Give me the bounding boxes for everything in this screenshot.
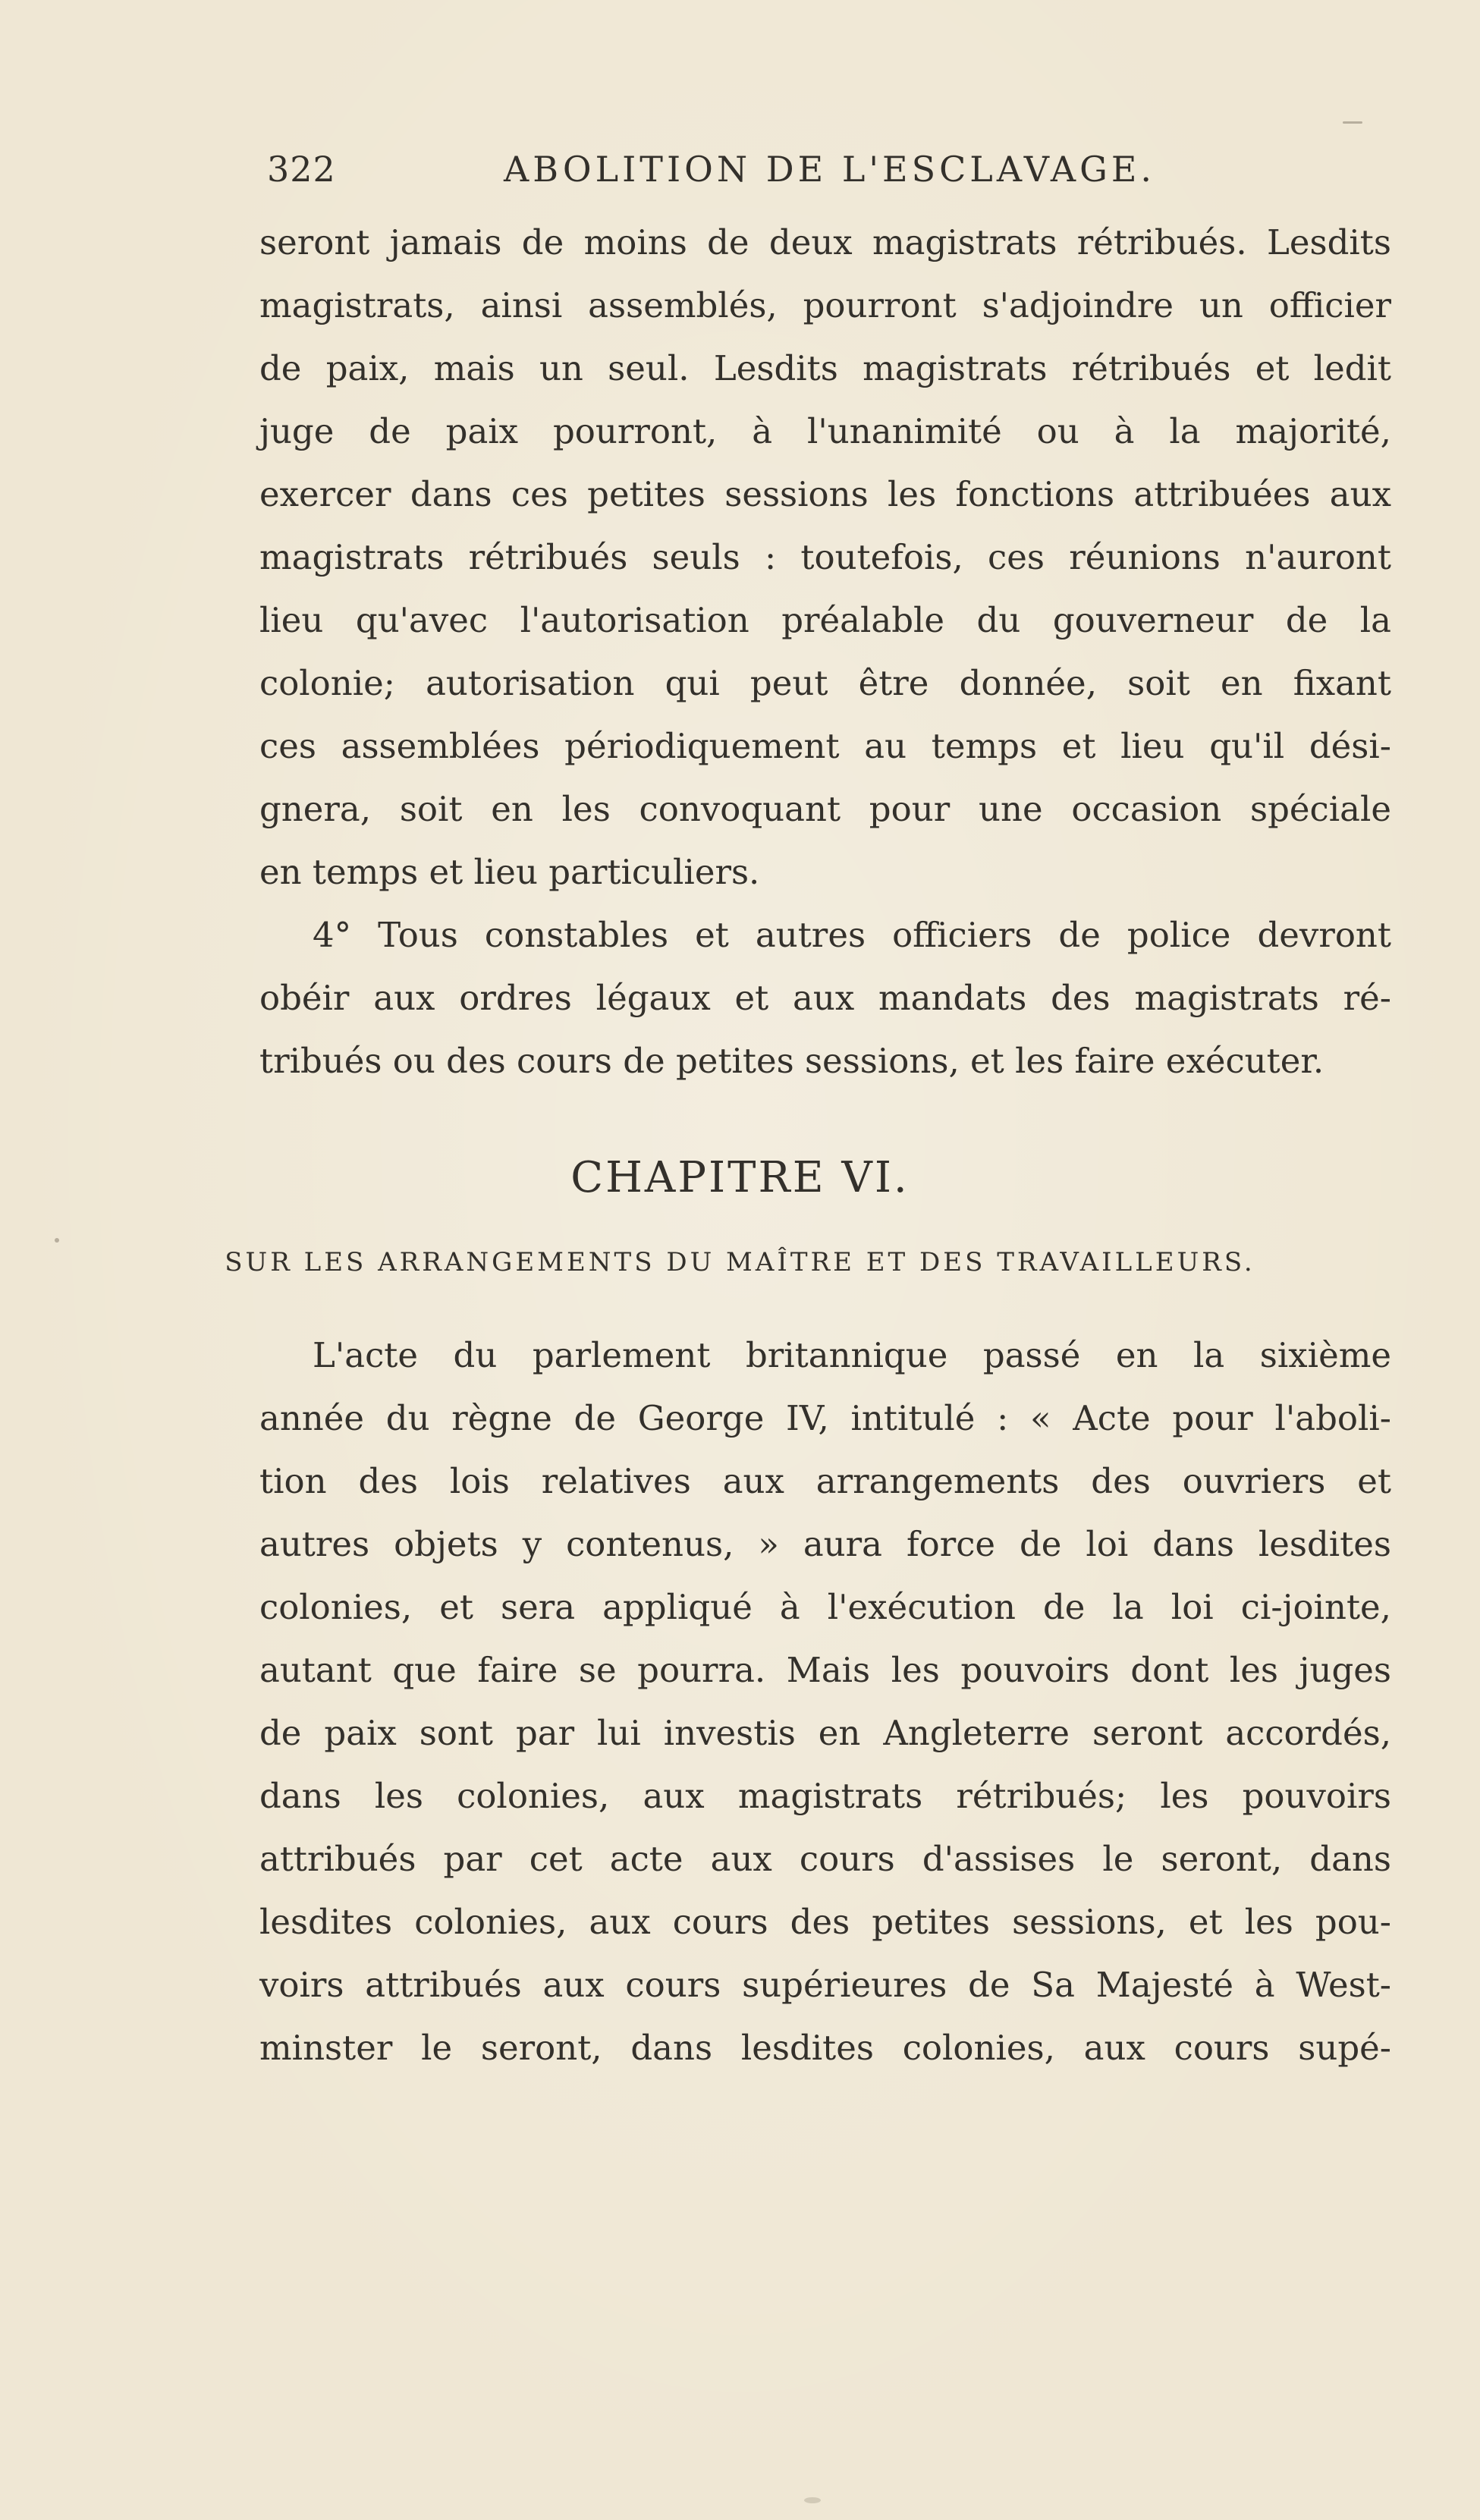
body-text-bottom — [259, 1324, 1391, 2079]
text-line: magistrats rétribués seuls : toutefois, ces réunions n'auront — [259, 537, 1391, 577]
text-line: colonie; autorisation qui peut être donnée, soit en fixant — [259, 663, 1391, 703]
chapter-subtitle: SUR LES ARRANGEMENTS DU MAÎTRE ET DES TRAVAILLEURS. — [225, 1247, 1255, 1277]
text-line: de paix, mais un seul. Lesdits magistrats rétribués et ledit — [259, 348, 1391, 388]
text-line: 4° Tous constables et autres officiers de police devront — [313, 915, 1391, 955]
running-header — [267, 149, 1223, 194]
text-line: juge de paix pourront, à l'unanimité ou à la majorité, — [259, 411, 1391, 451]
text-line: tribués ou des cours de petites sessions, et les faire exécuter. — [259, 1041, 1324, 1081]
paper-speck — [804, 2497, 821, 2503]
text-line: magistrats, ainsi assemblés, pourront s'adjoindre un officier — [259, 285, 1391, 325]
text-line: de paix sont par lui investis en Angleterre seront accordés, — [259, 1713, 1391, 1753]
text-line: ces assemblées périodiquement au temps et lieu qu'il dési- — [259, 726, 1391, 766]
text-line: obéir aux ordres légaux et aux mandats des magistrats ré- — [259, 978, 1391, 1018]
text-line: tion des lois relatives aux arrangements des ouvriers et — [259, 1461, 1391, 1501]
paper-speck — [1343, 121, 1362, 124]
text-line: voirs attribués aux cours supérieures de Sa Majesté à West- — [259, 1965, 1391, 2005]
text-line: attribués par cet acte aux cours d'assises le seront, dans — [259, 1839, 1391, 1879]
text-line: année du règne de George IV, intitulé : « Acte pour l'aboli- — [259, 1398, 1391, 1438]
chapter-title: CHAPITRE VI. — [570, 1153, 910, 1202]
text-line: autant que faire se pourra. Mais les pouvoirs dont les juges — [259, 1650, 1391, 1690]
text-line: autres objets y contenus, » aura force de loi dans lesdites — [259, 1524, 1391, 1564]
page-number: 322 — [267, 149, 336, 190]
paper-speck — [55, 1238, 59, 1243]
text-line: en temps et lieu particuliers. — [259, 852, 760, 892]
text-line: colonies, et sera appliqué à l'exécution de la loi ci-jointe, — [259, 1587, 1391, 1627]
text-line: exercer dans ces petites sessions les fonctions attribuées aux — [259, 474, 1391, 514]
text-line: seront jamais de moins de deux magistrats rétribués. Lesdits — [259, 222, 1391, 262]
text-line: lieu qu'avec l'autorisation préalable du gouverneur de la — [259, 600, 1391, 640]
text-line: dans les colonies, aux magistrats rétribués; les pouvoirs — [259, 1776, 1391, 1816]
running-title: ABOLITION DE L'ESCLAVAGE. — [504, 149, 1156, 190]
text-line: minster le seront, dans lesdites colonies, aux cours supé- — [259, 2028, 1391, 2068]
text-line: L'acte du parlement britannique passé en la sixième — [313, 1335, 1391, 1375]
text-line: gnera, soit en les convoquant pour une occasion spéciale — [259, 789, 1391, 829]
body-text-top — [259, 211, 1391, 1092]
text-line: lesdites colonies, aux cours des petites sessions, et les pou- — [259, 1902, 1391, 1942]
